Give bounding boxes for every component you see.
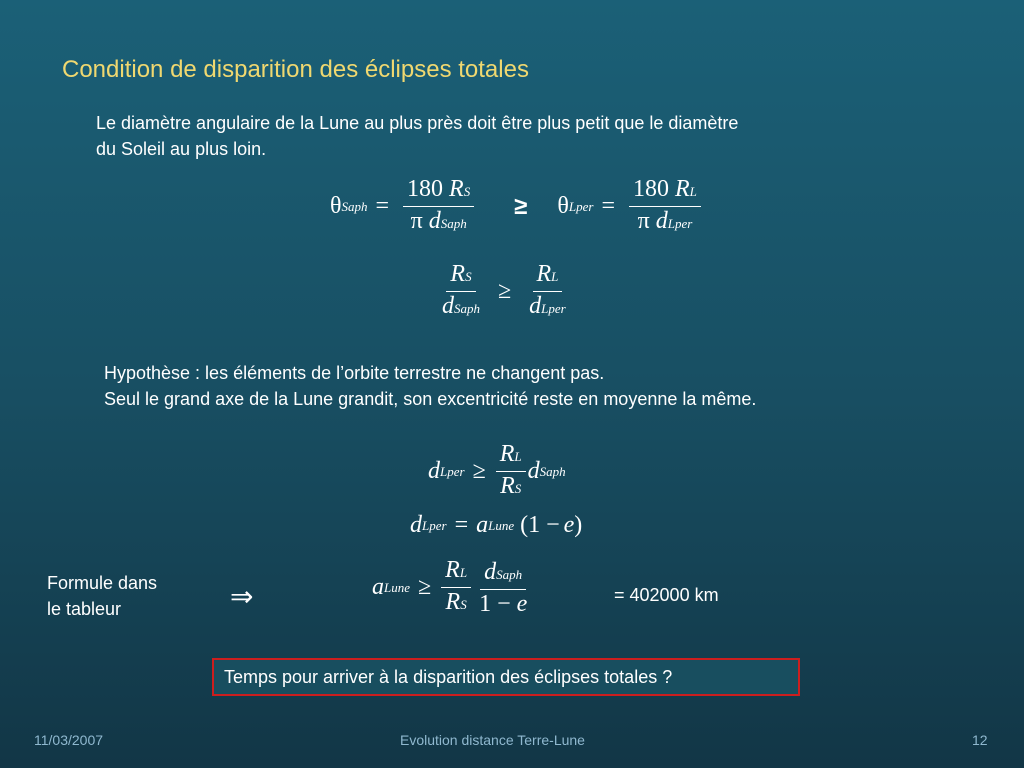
equation-angular-diameters: θ Saph = $\frac{180 RS}{\text{π dSaph}}$ ≥ θ Lper = $\frac{180 RL}{\text{π dLper}}$ [330,175,707,238]
intro-text [96,110,738,162]
hypothesis-line-2: Seul le grand axe de la Lune grandit, son excentricité reste en moyenne la même. [104,389,757,409]
hypothesis-text [104,360,756,412]
formula-label: Formule dans le tableur [47,573,158,619]
equation-dlper-bound: d Lper ≥ $\frac{RL}{RS}$ d Saph [428,441,566,499]
fraction-sun: $\frac{180 RS}{\text{π dSaph}}$ [403,175,474,238]
hypothesis-line-1: Hypothèse : les éléments de l’orbite terrestre ne changent pas. [104,363,605,383]
theta-symbol: θ [330,193,342,219]
footer-date: 11/03/2007 [34,732,104,748]
footer-title: Evolution distance Terre-Lune [400,732,585,748]
equation-ratio-inequality: $\frac{RS}{\text{dSaph}}$ ≥ $\frac{RL}{\text{dLper}}$ [442,261,566,319]
big-geq-symbol: ≥ [514,192,528,220]
fraction-moon: $\frac{180 RL}{\text{π dLper}}$ [629,175,701,238]
result-value: = 402000 km [614,585,719,605]
implies-arrow-icon: ⇒ [230,580,254,613]
footer-page-number: 12 [972,732,988,748]
question-text: Temps pour arriver à la disparition des éclipses totales ? [224,667,673,687]
intro-line-2: du Soleil au plus loin. [96,139,267,159]
slide-title: Condition de disparition des éclipses totales [62,56,529,83]
equation-alune-bound: a Lune ≥ $\frac{RL}{RS}$ $\frac{\text{dSaph}}{1 - e}$ [372,557,528,617]
intro-line-1: Le diamètre angulaire de la Lune au plus près doit être plus petit que le diamètre [96,113,739,133]
equation-dlper-orbit: d Lper = a Lune (1 − e ) [410,512,583,538]
